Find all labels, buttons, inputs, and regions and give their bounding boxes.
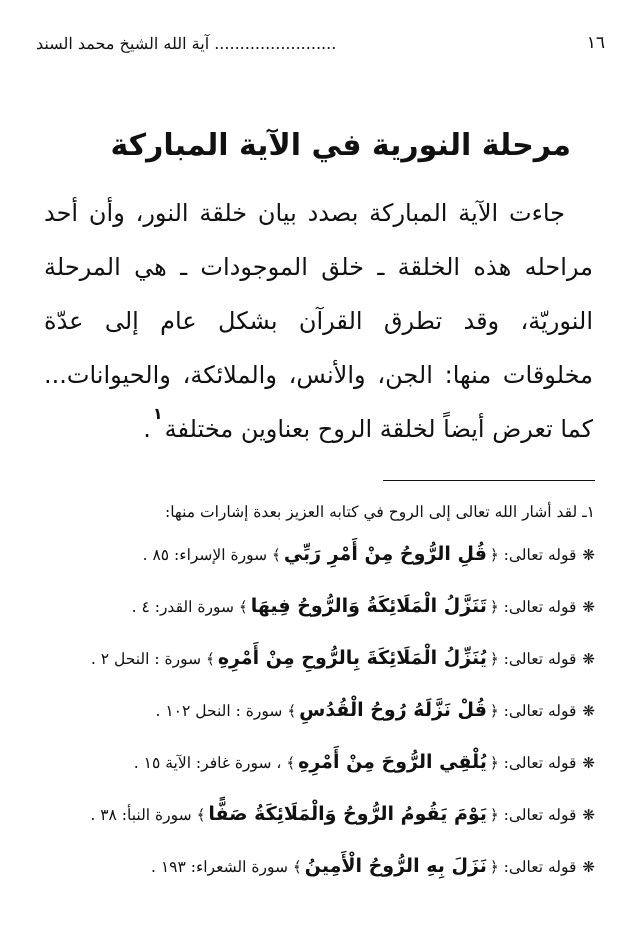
verse-close-bracket: ﴾: [287, 702, 297, 720]
verse-source: سورة : النحل ٢ .: [90, 650, 202, 668]
body-paragraph-end: .: [143, 415, 151, 443]
quran-verse: قُلِ الرُّوحُ مِنْ أَمْرِ رَبِّي: [283, 543, 487, 565]
verse-source: ، سورة غافر: الآية ١٥ .: [133, 754, 282, 772]
star-icon: ❋: [582, 754, 595, 772]
verse-prefix: قوله تعالى:: [503, 598, 577, 616]
verse-close-bracket: ﴾: [238, 598, 248, 616]
verse-open-bracket: ﴿: [489, 858, 499, 876]
verse-prefix: قوله تعالى:: [503, 806, 577, 824]
verse-source: سورة القدر: ٤ .: [131, 598, 234, 616]
verse-item: [40, 788, 595, 840]
footnote-divider: [383, 480, 595, 481]
verse-source: سورة النبأ: ٣٨ .: [90, 806, 192, 824]
verse-source: سورة الإسراء: ٨٥ .: [142, 546, 268, 564]
body-paragraph-text: جاءت الآية المباركة بصدد بيان خلقة النور، وأن أحد مراحله هذه الخلقة ـ خلق الموجودات ـ هي المرحلة النوريّة، وقد تطرق القرآن بشكل عام إلى عدّة مخلوقات منها: الجن، والأنس، والملائكة، والحيوانات... كما تعرض أيضاً لخلقة الروح بعناوين مختلفة: [44, 199, 593, 443]
verse-prefix: قوله تعالى:: [503, 546, 577, 564]
star-icon: ❋: [582, 546, 595, 564]
verse-open-bracket: ﴿: [489, 650, 499, 668]
verse-open-bracket: ﴿: [489, 598, 499, 616]
footnotes-section: [40, 496, 595, 892]
quran-verse: تَنَزَّلُ الْمَلَائِكَةُ وَالرُّوحُ فِيهَا: [250, 595, 487, 617]
verse-close-bracket: ﴾: [286, 754, 296, 772]
running-header-title: ........................ آية الله الشيخ محمد السند: [36, 33, 337, 53]
star-icon: ❋: [582, 650, 595, 668]
quran-verse: يُنَزِّلُ الْمَلَائِكَةَ بِالرُّوحِ مِنْ أَمْرِهِ: [217, 647, 487, 669]
page-number: ١٦: [586, 33, 605, 53]
quran-verse: قُلْ نَزَّلَهُ رُوحُ الْقُدُسِ: [299, 699, 487, 721]
footnote-marker[interactable]: ١: [152, 404, 163, 423]
star-icon: ❋: [582, 598, 595, 616]
verse-item: [40, 632, 595, 684]
verse-open-bracket: ﴿: [489, 546, 499, 564]
star-icon: ❋: [582, 858, 595, 876]
chapter-title: مرحلة النورية في الآية المباركة: [110, 128, 571, 163]
verse-open-bracket: ﴿: [489, 754, 499, 772]
verse-list: [40, 528, 595, 892]
body-paragraph: [44, 186, 593, 459]
verse-close-bracket: ﴾: [196, 806, 206, 824]
verse-close-bracket: ﴾: [272, 546, 281, 564]
verse-close-bracket: ﴾: [292, 858, 302, 876]
quran-verse: يُلْقِي الرُّوحَ مِنْ أَمْرِهِ: [298, 751, 487, 773]
verse-prefix: قوله تعالى:: [503, 858, 577, 876]
verse-prefix: قوله تعالى:: [503, 754, 577, 772]
verse-item: [40, 684, 595, 736]
star-icon: ❋: [582, 806, 595, 824]
verse-prefix: قوله تعالى:: [503, 702, 577, 720]
verse-item: [40, 736, 595, 788]
verse-item: [40, 580, 595, 632]
running-header: [36, 28, 605, 58]
verse-open-bracket: ﴿: [489, 702, 499, 720]
verse-item: [40, 528, 595, 580]
verse-source: سورة : النحل ١٠٢ .: [155, 702, 283, 720]
footnote-intro: ١ـ لقد أشار الله تعالى إلى الروح في كتابه العزيز بعدة إشارات منها:: [164, 503, 595, 521]
star-icon: ❋: [582, 702, 595, 720]
quran-verse: نَزَلَ بِهِ الرُّوحُ الْأَمِينُ: [304, 855, 487, 877]
verse-item: [40, 840, 595, 892]
verse-open-bracket: ﴿: [489, 806, 499, 824]
verse-prefix: قوله تعالى:: [503, 650, 577, 668]
quran-verse: يَوْمَ يَقُومُ الرُّوحُ وَالْمَلَائِكَةُ صَفًّا: [208, 803, 487, 825]
verse-source: سورة الشعراء: ١٩٣ .: [150, 858, 288, 876]
verse-close-bracket: ﴾: [206, 650, 215, 668]
